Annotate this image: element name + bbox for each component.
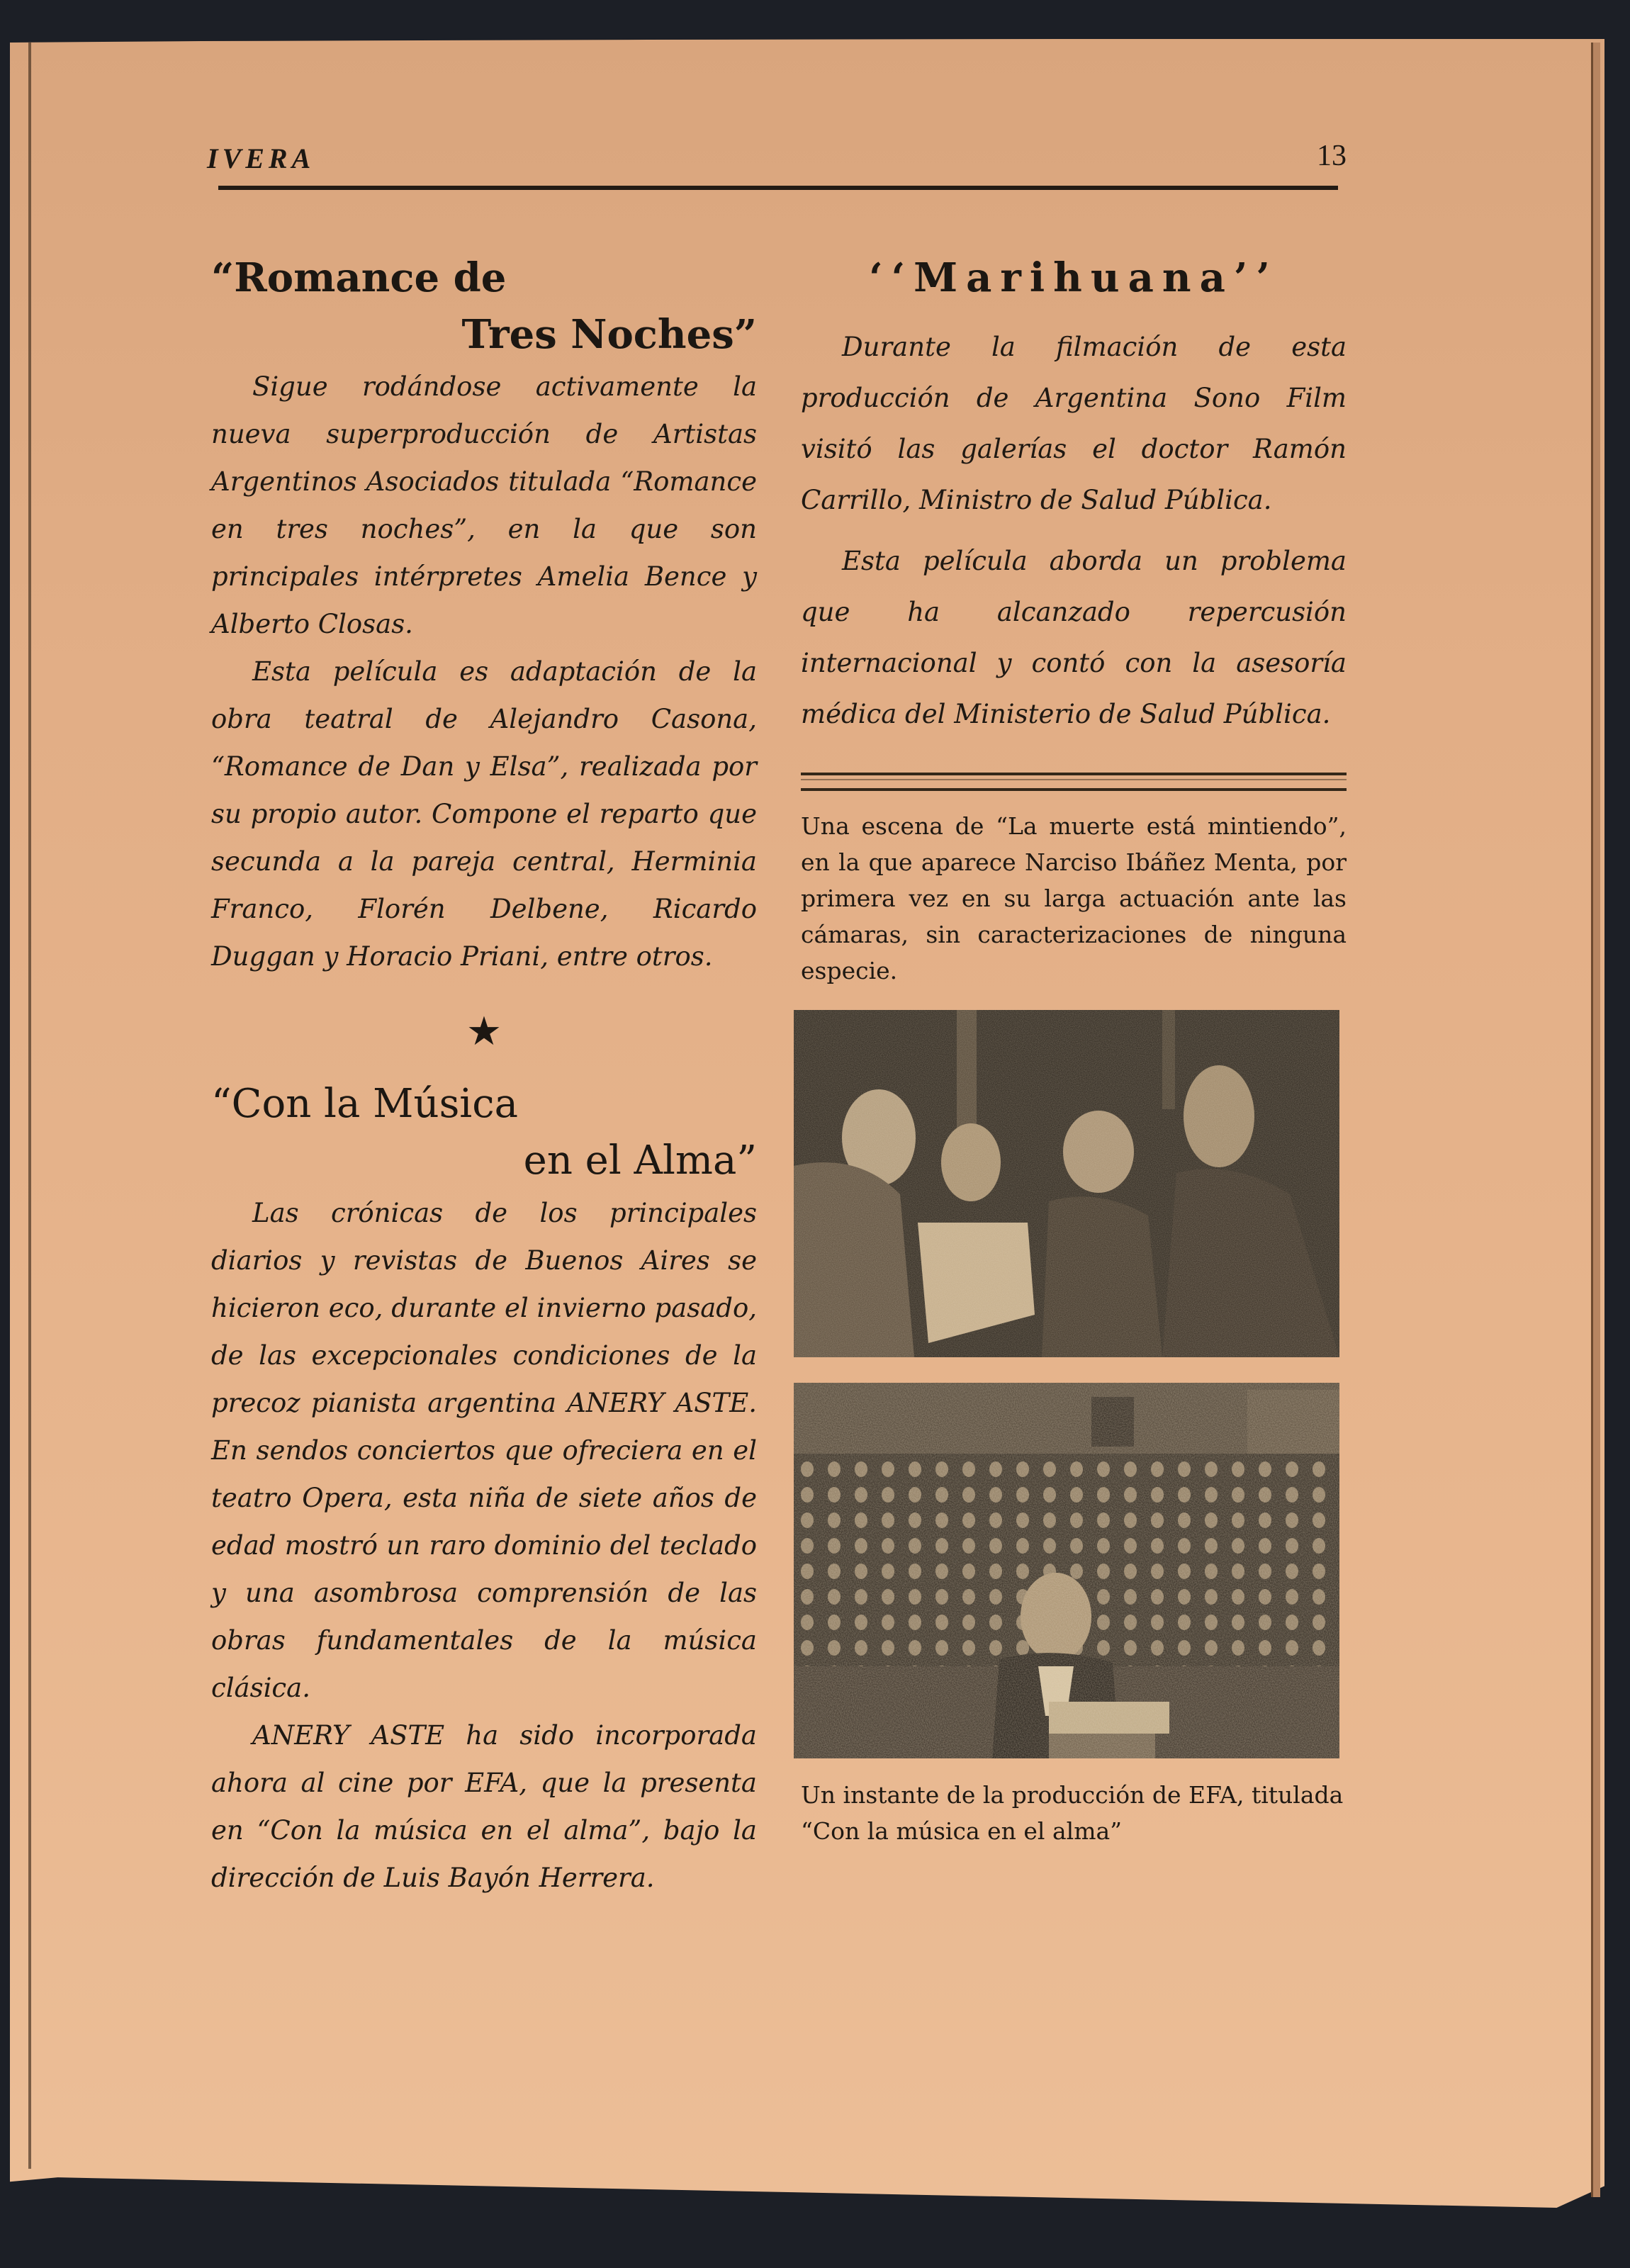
star-icon: ★ (466, 1009, 502, 1055)
article-paragraph: ANERY ASTE ha sido incorporada ahora al cine por EFA, que la presenta en “Con la música en el alma”, bajo la dirección de Luis Bayón Herrera. (211, 1720, 757, 1893)
article-romance-tres-noches (211, 249, 757, 980)
photo-caption: Una escena de “La muerte está mintiendo”, en la que aparece Narciso Ibáñez Menta, por primera vez en su larga actuación ante las cámaras, sin caracterizaciones de ninguna especie. (801, 812, 1347, 984)
article-marihuana (801, 249, 1347, 740)
left-column (211, 249, 757, 1902)
page-spine (28, 43, 31, 2169)
article-title (211, 1076, 757, 1189)
title-line-2: Tres Noches” (461, 311, 757, 358)
right-column (801, 249, 1347, 1849)
film-scene-image (794, 1010, 1339, 1357)
header-rule (218, 186, 1338, 190)
photo-caption: Un instante de la producción de EFA, titulada “Con la música en el alma” (801, 1781, 1344, 1845)
running-head: IVERA (207, 142, 315, 174)
page-edge (1591, 43, 1600, 2197)
title-line-2: en el Alma” (523, 1138, 757, 1184)
article-paragraph: Las crónicas de los principales diarios y revistas de Buenos Aires se hicieron eco, durante el invierno pasado, de las excepcionales condiciones de la precoz pianista argentina ANERY ASTE. En sendos conciertos que ofreciera en el teatro Opera, esta niña de siete años de edad mostró un raro dominio del teclado y una asombrosa comprensión de las obras fundamentales de la música clásica. (211, 1198, 757, 1703)
title-line-1: “Romance de (211, 254, 507, 301)
concert-scene-image (794, 1383, 1339, 1758)
article-title (211, 249, 757, 363)
article-paragraph: Esta película aborda un problema que ha alcanzado repercusión internacional y contó con la asesoría médica del Ministerio de Salud Pública. (801, 546, 1347, 729)
title-line-1: “Con la Música (211, 1081, 518, 1127)
photo-film-scene (794, 1010, 1339, 1357)
article-paragraph: Sigue rodándose activamente la nueva superproducción de Artistas Argentinos Asociados titulada “Romance en tres noches”, en la que son principales intérpretes Amelia Bence y Alberto Closas. (211, 371, 757, 639)
section-divider (801, 773, 1347, 791)
article-paragraph: Esta película es adaptación de la obra teatral de Alejandro Casona, “Romance de Dan y Elsa”, realizada por su propio autor. Compone el reparto que secunda a la pareja central, Herminia Franco, Florén Delbene, Ricardo Duggan y Horacio Priani, entre otros. (211, 656, 757, 972)
article-title: ‘‘Marihuana’’ (869, 254, 1278, 301)
article-con-la-musica (211, 1076, 757, 1902)
photo-concert-scene (794, 1383, 1339, 1758)
article-paragraph: Durante la filmación de esta producción de Argentina Sono Film visitó las galerías el doctor Ramón Carrillo, Ministro de Salud Pública. (801, 332, 1347, 515)
page-number: 13 (1317, 140, 1347, 172)
